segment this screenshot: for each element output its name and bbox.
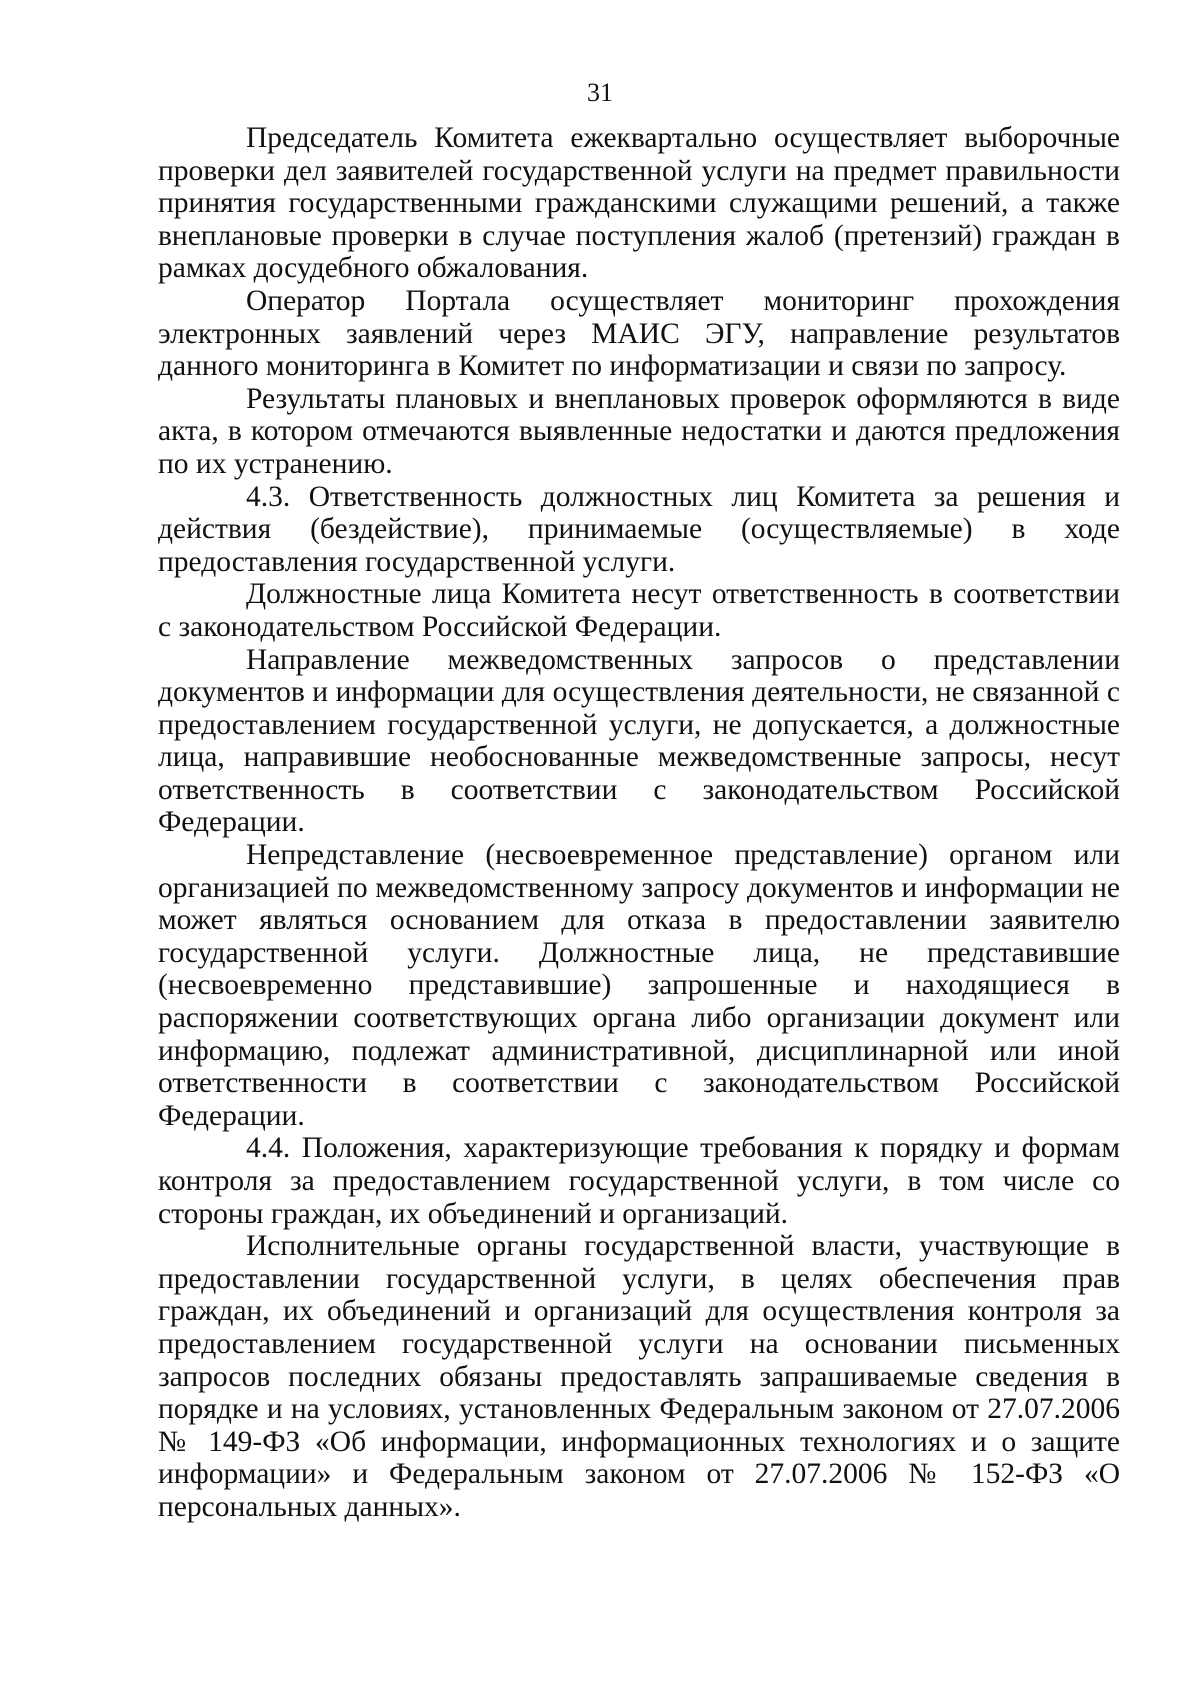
- page-number: 31: [587, 78, 613, 107]
- section-heading-4-4: 4.4. Положения, характеризующие требования к порядку и формам контроля за предоставлением государственной услуги, в том числе со стороны граждан, их объединений и организаций.: [158, 1132, 1120, 1230]
- paragraph-chairman-checks: Председатель Комитета ежеквартально осуществляет выборочные проверки дел заявителей государственной услуги на предмет правильности принятия государственными гражданскими служащими решений, а также внеплановые проверки в случае поступления жалоб (претензий) граждан в рамках досудебного обжалования.: [158, 122, 1120, 285]
- paragraph-interagency-requests: Направление межведомственных запросов о представлении документов и информации для осуществления деятельности, не связанной с предоставлением государственной услуги, не допускается, а должностные лица, направившие необоснованные межведомственные запросы, несут ответственность в соответствии с законодательством Российской Федерации.: [158, 643, 1120, 839]
- paragraph-officials-responsibility: Должностные лица Комитета несут ответственность в соответствии с законодательством Российской Федерации.: [158, 578, 1120, 643]
- paragraph-inspection-results: Результаты плановых и внеплановых проверок оформляются в виде акта, в котором отмечаются выявленные недостатки и даются предложения по их устранению.: [158, 382, 1120, 480]
- paragraph-executive-bodies: Исполнительные органы государственной власти, участвующие в предоставлении государственной услуги, в целях обеспечения прав граждан, их объединений и организаций для осуществления контроля за предоставлением государственной услуги на основании письменных запросов последних обязаны предоставлять запрашиваемые сведения в порядке и на условиях, установленных Федеральным законом от 27.07.2006 № 149-ФЗ «Об информации, информационных технологиях и о защите информации» и Федеральным законом от 27.07.2006 № 152-ФЗ «О персональных данных».: [158, 1230, 1120, 1523]
- paragraph-non-submission: Непредставление (несвоевременное представление) органом или организацией по межведомственному запросу документов и информации не может являться основанием для отказа в предоставлении заявителю государственной услуги. Должностные лица, не представившие (несвоевременно представившие) запрошенные и находящиеся в распоряжении соответствующих органа либо организации документ или информацию, подлежат административной, дисциплинарной или иной ответственности в соответствии с законодательством Российской Федерации.: [158, 839, 1120, 1132]
- section-heading-4-3: 4.3. Ответственность должностных лиц Комитета за решения и действия (бездействие), принимаемые (осуществляемые) в ходе предоставления государственной услуги.: [158, 480, 1120, 578]
- document-body: [158, 122, 1120, 1524]
- paragraph-portal-operator: Оператор Портала осуществляет мониторинг прохождения электронных заявлений через МАИС ЭГУ, направление результатов данного мониторинга в Комитет по информатизации и связи по запросу.: [158, 284, 1120, 383]
